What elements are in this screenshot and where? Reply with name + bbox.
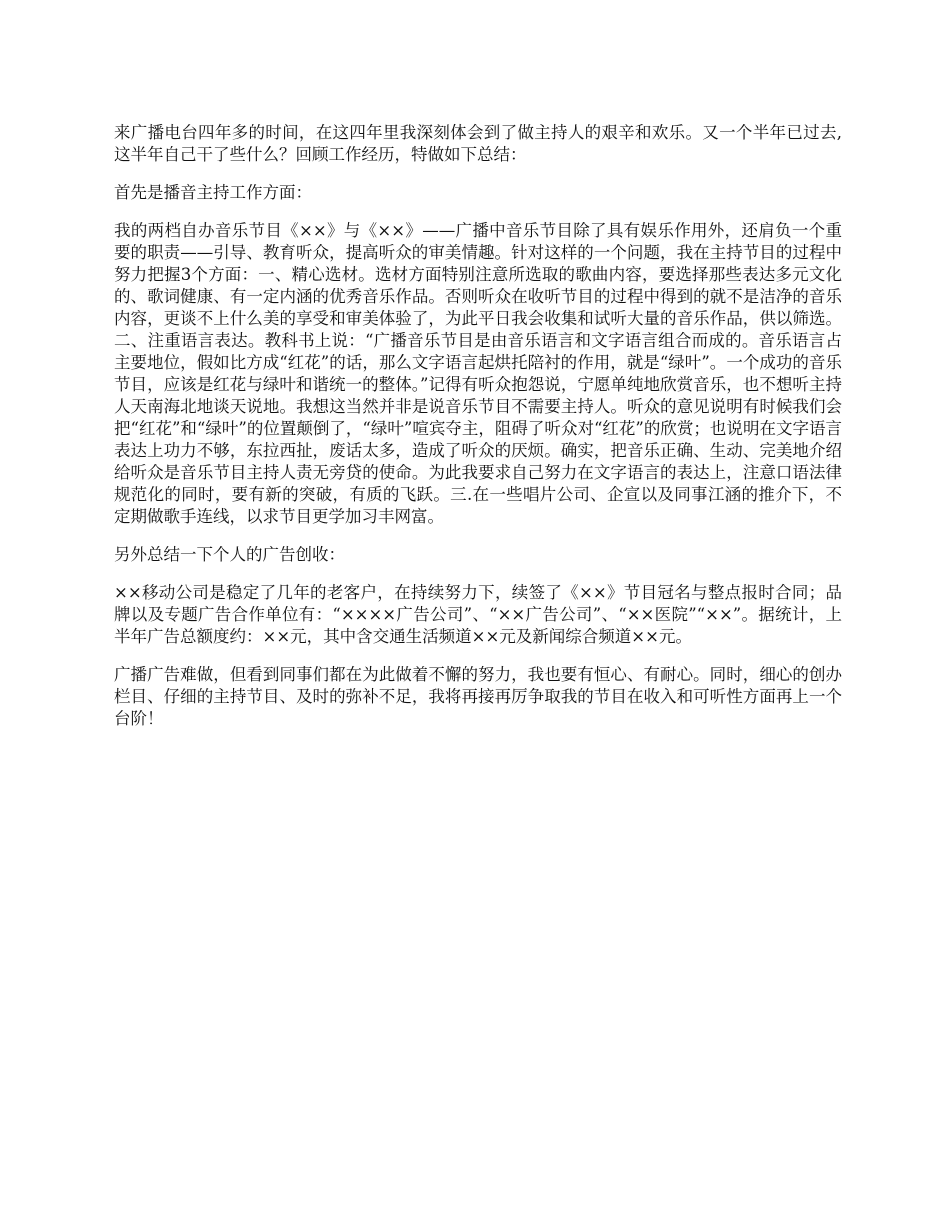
paragraph-heading-advertising: 另外总结一下个人的广告创收： [114,545,345,564]
paragraph-heading-broadcast-hosting: 首先是播音主持工作方面： [114,183,312,202]
paragraph-conclusion: 广播广告难做，但看到同事们都在为此做着不懈的努力，我也要有恒心、有耐心。同时，细心的创办栏目、仔细的主持节目、及时的弥补不足，我将再接再厉争取我的节目在收入和可听性方面再上一个台阶！ [114,665,842,728]
paragraph-intro: 来广播电台四年多的时间，在这四年里我深刻体会到了做主持人的艰辛和欢乐。又一个半年已过去,这半年自己干了些什么？回顾工作经历，特做如下总结： [114,123,842,164]
paragraph-music-programs: 我的两档自办音乐节目《××》与《××》——广播中音乐节目除了具有娱乐作用外，还肩负一个重要的职责——引导、教育听众，提高听众的审美情趣。针对这样的一个问题，我在主持节目的过程中努力把握3个方面：一、精心选材。选材方面特别注意所选取的歌曲内容，要选择那些表达多元文化的、歌词健康、有一定内涵的优秀音乐作品。否则听众在收听节目的过程中得到的就不是洁净的音乐内容，更谈不上什么美的享受和审美体验了，为此平日我会收集和试听大量的音乐作品，供以筛选。二、注重语言表达。教科书上说：“广播音乐节目是由音乐语言和文字语言组合而成的。音乐语言占主要地位，假如比方成“红花”的话，那么文字语言起烘托陪衬的作用，就是“绿叶”。一个成功的音乐节目，应该是红花与绿叶和谐统一的整体。”记得有听众抱怨说，宁愿单纯地欣赏音乐，也不想听主持人天南海北地谈天说地。我想这当然并非是说音乐节目不需要主持人。听众的意见说明有时候我们会把“红花”和“绿叶”的位置颠倒了，“绿叶”喧宾夺主，阻碍了听众对“红花”的欣赏；也说明在文字语言表达上功力不够，东拉西扯，废话太多，造成了听众的厌烦。确实，把音乐正确、生动、完美地介绍给听众是音乐节目主持人责无旁贷的使命。为此我要求自己努力在文字语言的表达上，注意口语法律规范化的同时，要有新的突破，有质的飞跃。三.在一些唱片公司、企宣以及同事江涵的推介下，不定期做歌手连线，以求节目更学加习丰网富。 [114,221,842,526]
document-body [114,122,842,746]
paragraph-advertising-clients: ××移动公司是稳定了几年的老客户，在持续努力下，续签了《××》节目冠名与整点报时合同；品牌以及专题广告合作单位有：“××××广告公司”、“××广告公司”、“××医院”“××”。据统计，上半年广告总额度约：××元，其中含交通生活频道××元及新闻综合频道××元。 [114,583,842,646]
